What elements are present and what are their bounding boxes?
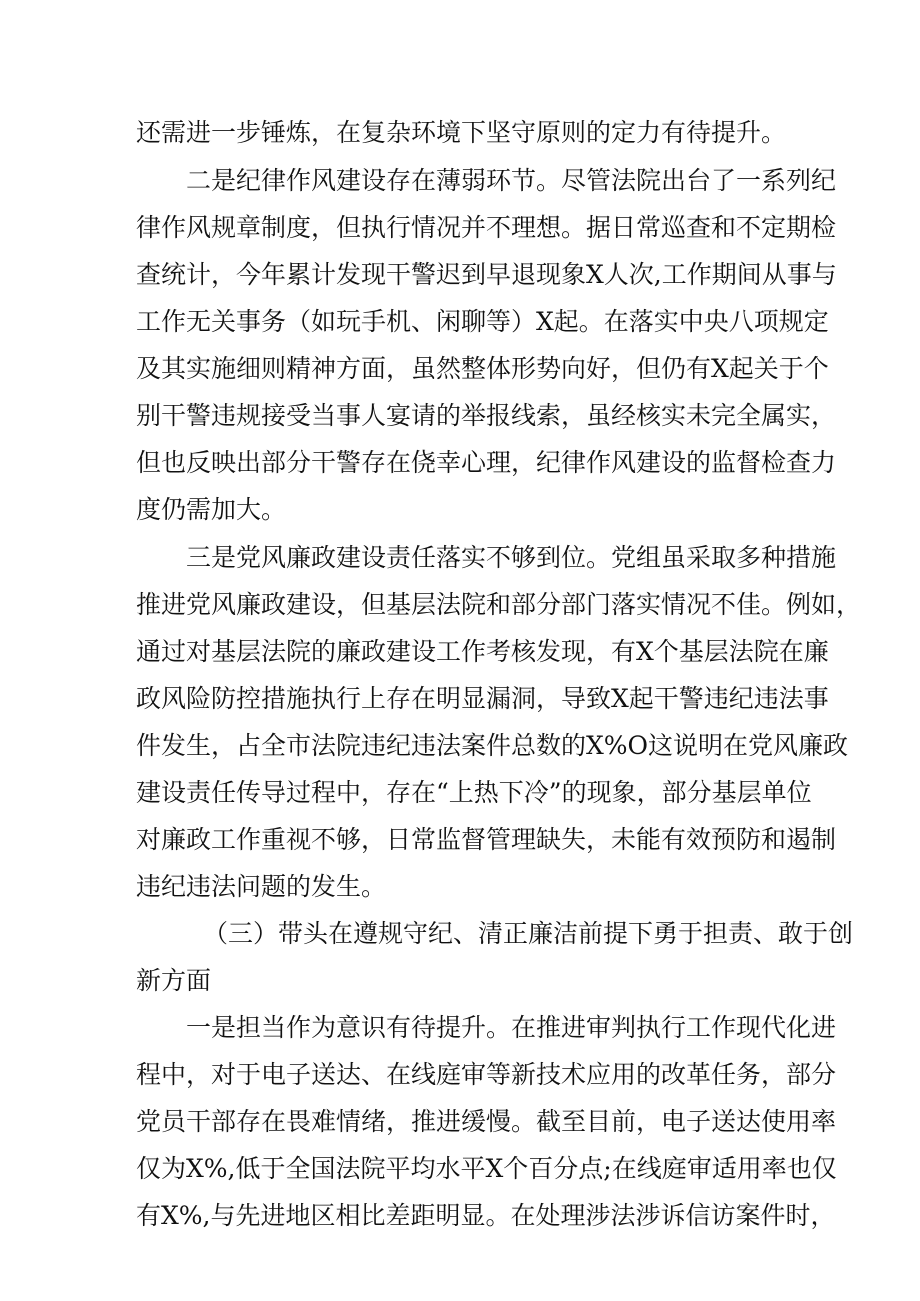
text-line: 及其实施细则精神方面，虽然整体形势向好，但仍有X起关于个 bbox=[136, 354, 829, 383]
text-line: 仅为X%,低于全国法院平均水平X个百分点;在线庭审适用率也仅 bbox=[136, 1154, 837, 1183]
text-line: 建设责任传导过程中，存在“上热下冷”的现象，部分基层单位 bbox=[136, 778, 812, 807]
text-line: 但也反映出部分干警存在侥幸心理，纪律作风建设的监督检查力 bbox=[136, 448, 837, 477]
text-line: 通过对基层法院的廉政建设工作考核发现，有X个基层法院在廉 bbox=[136, 637, 829, 666]
text-line: 别干警违规接受当事人宴请的举报线索，虽经核实未完全属实， bbox=[136, 401, 837, 430]
section-heading: （三）带头在遵规守纪、清正廉洁前提下勇于担责、敢于创 bbox=[203, 919, 854, 948]
paragraph-4-first-line: 一是担当作为意识有待提升。在推进审判执行工作现代化进 bbox=[186, 1013, 837, 1042]
text-line: 程中，对于电子送达、在线庭审等新技术应用的改革任务，部分 bbox=[136, 1060, 837, 1089]
text-line: 有X%,与先进地区相比差距明显。在处理涉法涉诉信访案件时， bbox=[136, 1201, 836, 1230]
text-line: 件发生，占全市法院违纪违法案件总数的X%O这说明在党风廉政 bbox=[136, 731, 849, 760]
text-line: 政风险防控措施执行上存在明显漏洞，导致X起干警违纪违法事 bbox=[136, 684, 829, 713]
text-line: 工作无关事务（如玩手机、闲聊等）X起。在落实中央八项规定 bbox=[136, 307, 829, 336]
text-line: 党员干部存在畏难情绪，推进缓慢。截至目前，电子送达使用率 bbox=[136, 1107, 837, 1136]
text-line: 度仍需加大。 bbox=[136, 495, 287, 524]
text-line: 律作风规章制度，但执行情况并不理想。据日常巡查和不定期检 bbox=[136, 213, 837, 242]
text-line: 查统计，今年累计发现干警迟到早退现象X人次,工作期间从事与 bbox=[136, 260, 837, 289]
text-line: 还需进一步锤炼，在复杂环境下坚守原则的定力有待提升。 bbox=[136, 118, 787, 147]
paragraph-2-first-line: 二是纪律作风建设存在薄弱环节。尽管法院出台了一系列纪 bbox=[186, 166, 837, 195]
text-line: 推进党风廉政建设，但基层法院和部分部门落实情况不佳。例如， bbox=[136, 590, 862, 619]
paragraph-3-first-line: 三是党风廉政建设责任落实不够到位。党组虽采取多种措施 bbox=[186, 543, 837, 572]
text-line: 对廉政工作重视不够，日常监督管理缺失，未能有效预防和遏制 bbox=[136, 825, 837, 854]
text-line: 违纪违法问题的发生。 bbox=[136, 872, 387, 901]
section-heading-continued: 新方面 bbox=[136, 966, 212, 995]
